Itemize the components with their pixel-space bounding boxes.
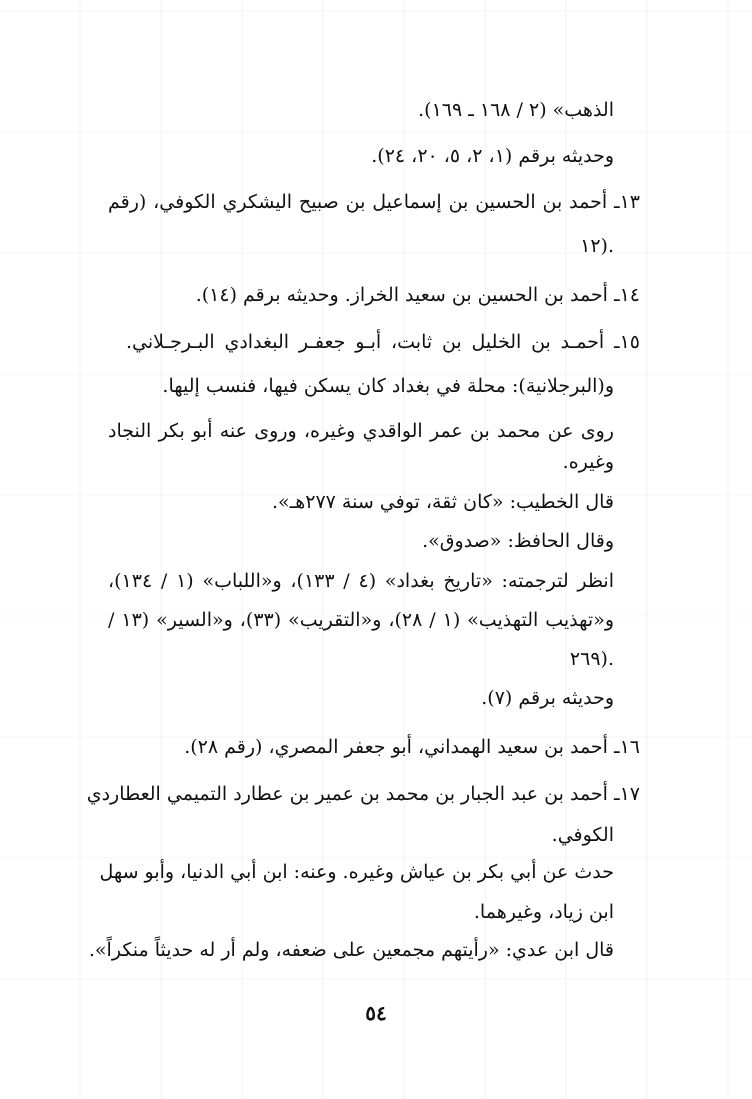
entry-16-line: ١٦ـ أحمد بن سعيد الهمداني، أبو جعفر المصري، (رقم ٢٨). — [184, 736, 640, 758]
entry-15-line-4: وغيره. — [562, 451, 614, 473]
page-number: ٥٤ — [365, 1001, 387, 1025]
entry-17-line-3: حدث عن أبي بكر بن عياش وغيره. وعنه: ابن أبي الدنيا، وأبو سهل — [99, 861, 614, 883]
entry-15-line-8: و«تهذيب التهذيب» (١ / ٢٨)، و«التقريب» (٣٣)، و«السير» (١٣ / — [108, 609, 614, 631]
entry-15-line-10: وحديثه برقم (٧). — [481, 687, 614, 709]
entry-15-line-6: وقال الحافظ: «صدوق». — [422, 530, 614, 552]
entry-13-line-1: ١٣ـ أحمد بن الحسين بن إسماعيل بن صبيح اليشكري الكوفي، (رقم — [108, 191, 640, 213]
text-line-2: وحديثه برقم (١، ٢، ٥، ٢٠، ٢٤). — [371, 145, 614, 167]
entry-15-line-7: انظر لترجمته: «تاريخ بغداد» (٤ / ١٣٣)، و«اللباب» (١ / ١٣٤)، — [108, 570, 614, 592]
entry-17-line-2: الكوفي. — [551, 824, 614, 846]
entry-15-line-3: روى عن محمد بن عمر الواقدي وغيره، وروى عنه أبو بكر النجاد — [108, 420, 614, 442]
entry-15-line-5: قال الخطيب: «كان ثقة، توفي سنة ٢٧٧هـ». — [272, 491, 614, 513]
entry-17-line-5: قال ابن عدي: «رأيتهم مجمعين على ضعفه، ولم أر له حديثاً منكراً». — [88, 939, 614, 961]
text-line-1: الذهب» (٢ / ١٦٨ ـ ١٦٩). — [418, 99, 614, 121]
entry-17-line-4: ابن زياد، وغيرهما. — [473, 901, 614, 923]
entry-15-line-1: ١٥ـ أحمـد بن الخليل بن ثابت، أبـو جعفـر البغدادي البـرجـلاني. — [126, 331, 640, 353]
entry-15-line-2: و(البرجلانية): محلة في بغداد كان يسكن فيها، فنسب إليها. — [162, 375, 614, 397]
entry-17-line-1: ١٧ـ أحمد بن عبد الجبار بن محمد بن عمير بن عطارد التميمي العطاردي — [86, 783, 640, 805]
entry-14-line: ١٤ـ أحمد بن الحسين بن سعيد الخراز. وحديثه برقم (١٤). — [195, 284, 640, 306]
entry-15-line-9: ٢٦٩). — [569, 648, 614, 670]
entry-13-line-2: ١٢). — [580, 235, 614, 257]
